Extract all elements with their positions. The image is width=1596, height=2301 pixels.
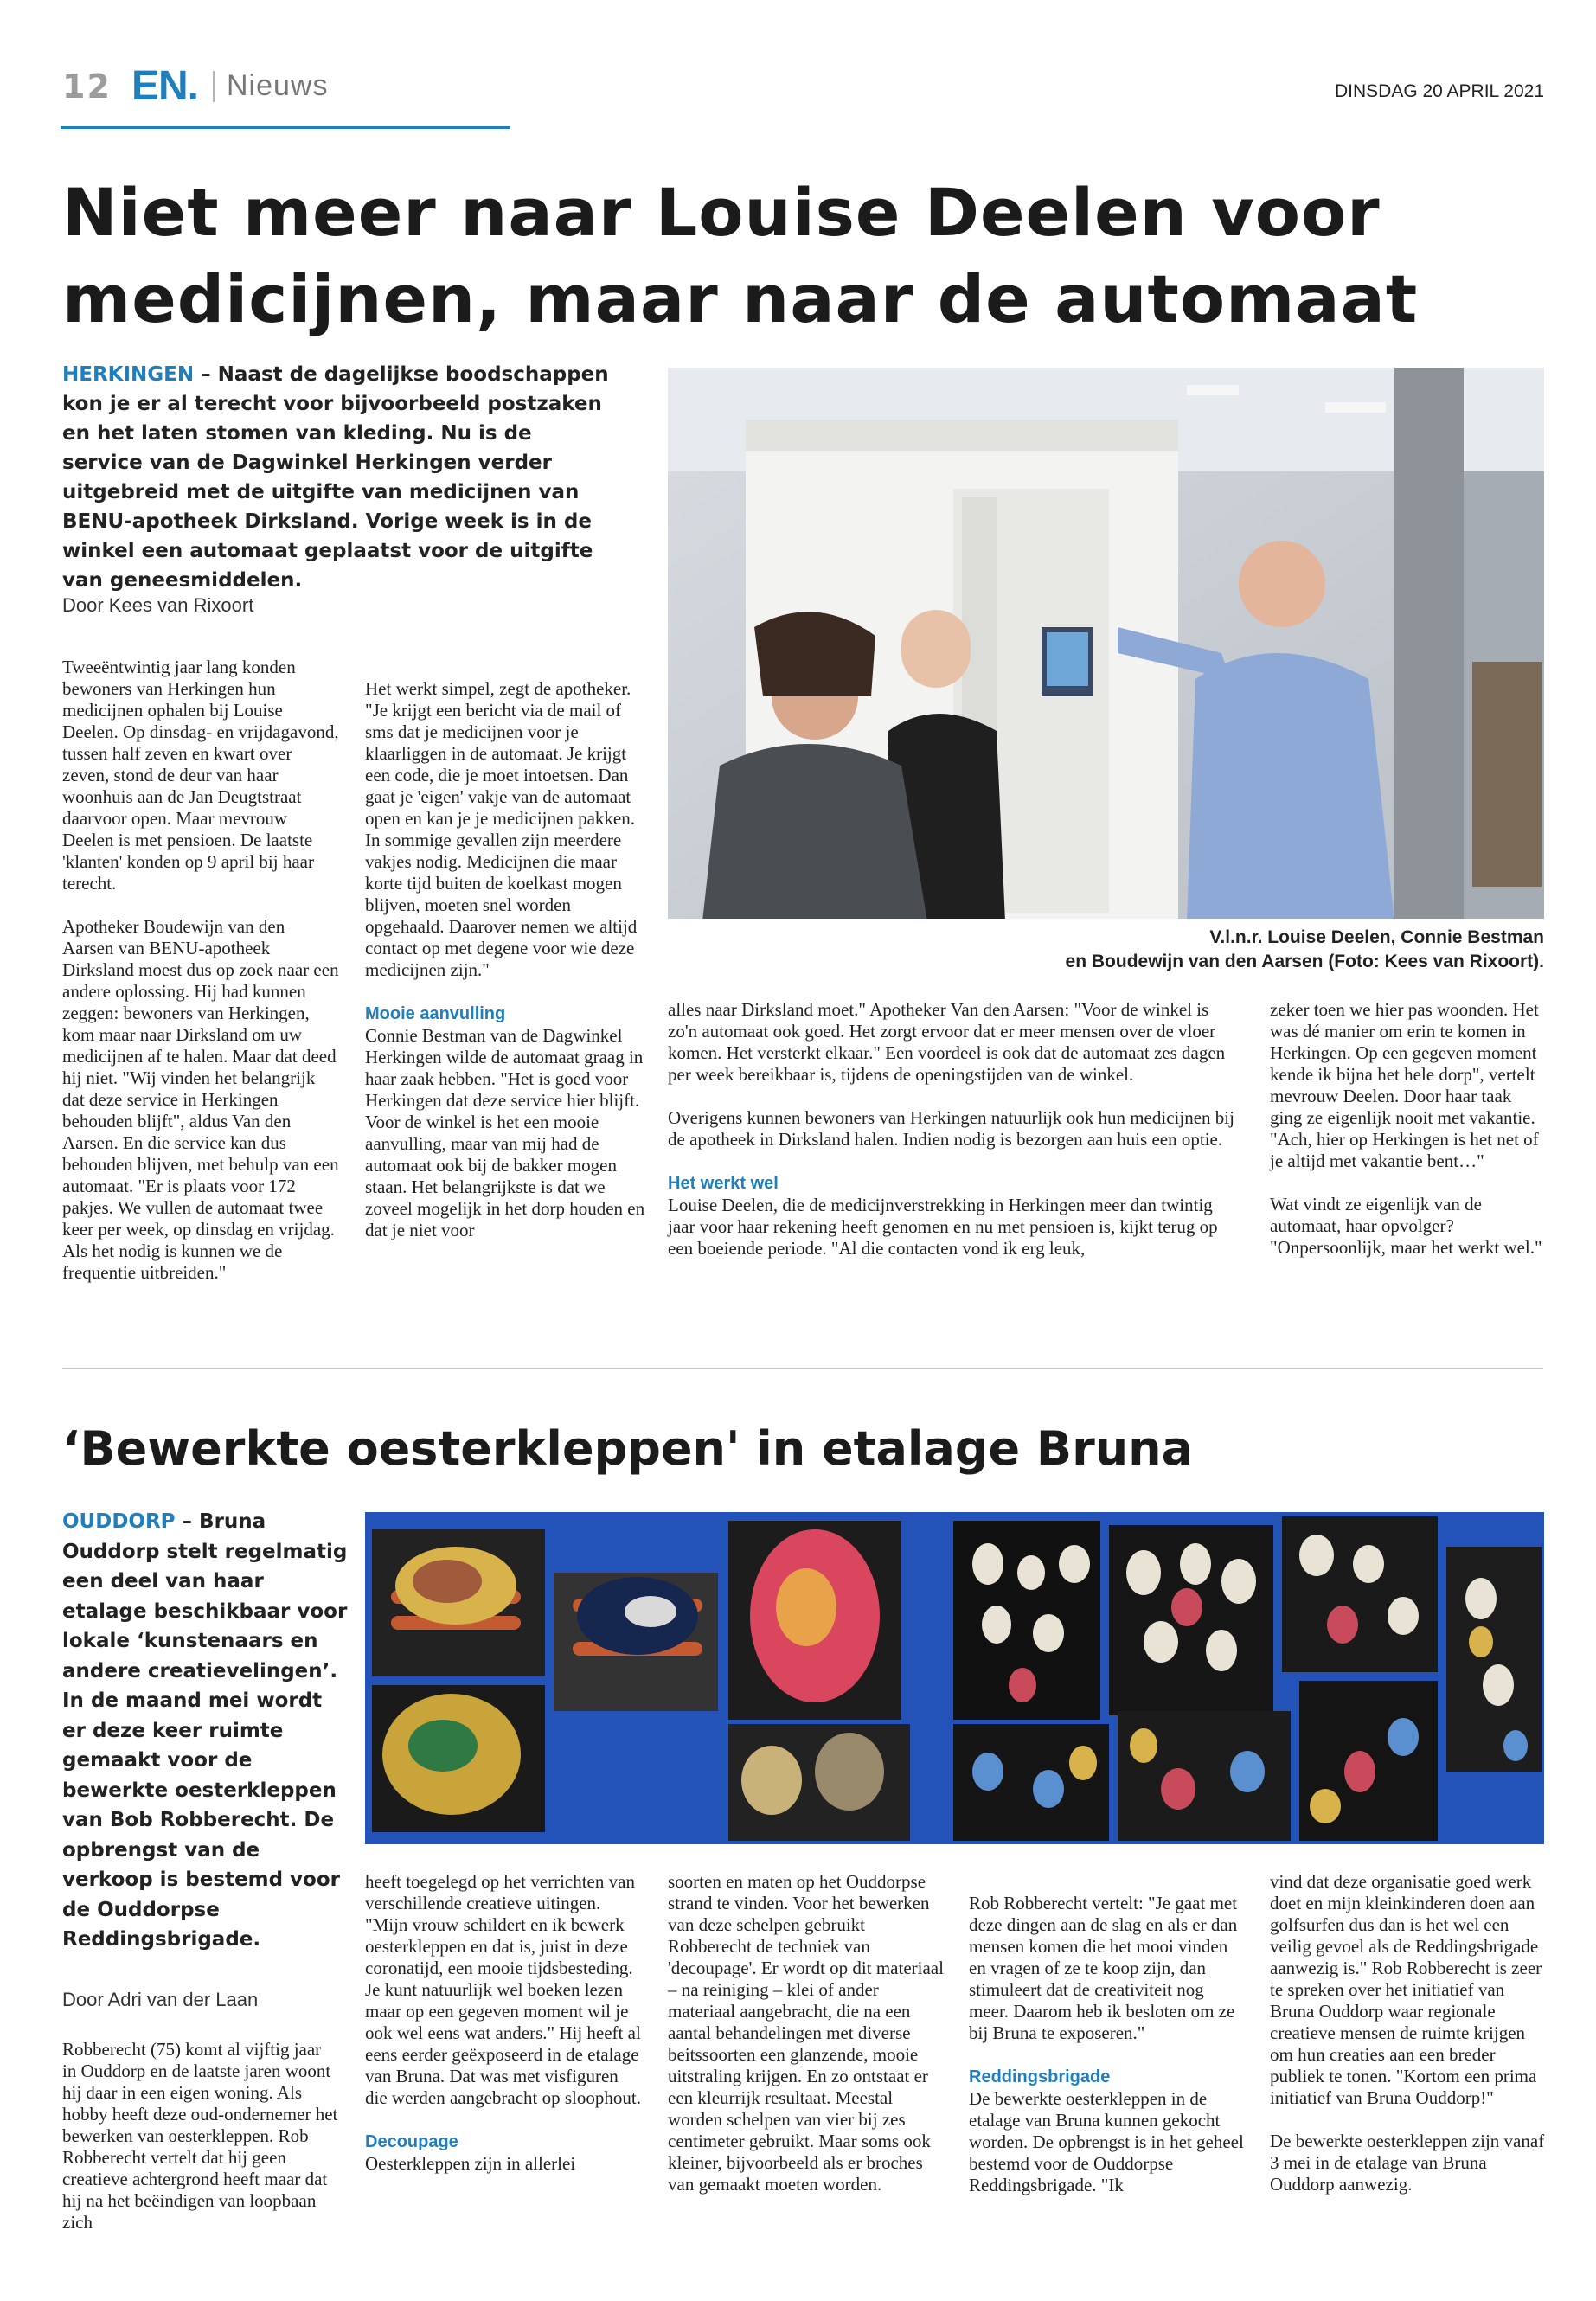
article2-col3-paragraph: soorten en maten op het Ouddorpse strand te vinden. Voor het bewerken van deze schelpen gebruikt Robberecht de techniek van 'decoupage'. Er wordt op dit materiaal – na reiniging – klei of ander materiaal aangebracht, die na een aantal behandelingen met diverse beitssoorten een glanzende, mooie uitstraling krijgen. En zo ontstaat er een kleurrijk resultaat. Meestal worden schelpen van vier bij zes centimeter gebruikt. Maar soms ook kleiner, bijvoorbeeld als er broches van gemaakt moeten worden. [668, 1871, 944, 2195]
article1-column-2 [365, 678, 645, 1241]
article1-col2-paragraph: Het werkt simpel, zegt de apotheker. "Je krijgt een bericht via de mail of sms dat je medicijnen voor je klaarliggen in de automaat. Je krijgt een code, die je moet intoetsen. Dan gaat je 'eigen' vakje van de automaat open en kan je je medicijnen pakken. In sommige gevallen zijn meerdere vakjes nodig. Medicijnen die maar korte tijd buiten de koelkast mogen blijven, moeten snel worden opgehaald. Daarover nemen we altijd contact op met degene voor wie deze medicijnen zijn." [365, 678, 638, 980]
article1-col1-paragraph: Apotheker Boudewijn van den Aarsen van BENU-apotheek Dirksland moest dus op zoek naar een andere oplossing. Hij had kunnen zeggen: bewoners van Herkingen, kom maar naar Dirksland om uw medicijnen af te halen. Maar dat deed hij niet. "Wij vinden het belangrijk dat deze service in Herkingen behouden blijft", aldus Van den Aarsen. En die service kan dus behouden blijven, met behulp van een automaat. "Er is plaats voor 172 pakjes. We vullen de automaat twee keer per week, op dinsdag en vrijdag. Als het nodig is kunnen we de frequentie uitbreiden." [62, 916, 339, 1283]
article1-lead-text: – Naast de dagelijkse boodschappen kon je er al terecht voor bijvoorbeeld postzaken en het laten stomen van kleding. Nu is de service van de Dagwinkel Herkingen verder uitgebreid met de uitgifte van medicijnen van BENU-apotheek Dirksland. Vorige week is in de winkel een automaat geplaatst voor de uitgifte van geneesmiddelen. [62, 363, 609, 592]
article2-col5-paragraph: De bewerkte oesterkleppen zijn vanaf 3 mei in de etalage van Bruna Ouddorp aanwezig. [1270, 2131, 1545, 2195]
article2-lead [62, 1507, 348, 1955]
article2-subheading-decoupage: Decoupage [365, 2132, 458, 2151]
article1-subheading-het-werkt-wel: Het werkt wel [668, 1174, 779, 1193]
article1-subheading-mooie-aanvulling: Mooie aanvulling [365, 1004, 506, 1023]
article1-caption [668, 926, 1544, 974]
article1-column-1 [62, 657, 339, 1284]
article1-headline-line1: Niet meer naar Louise Deelen voor [62, 174, 1381, 251]
article1-headline [62, 170, 1550, 343]
article1-col3-paragraph: Louise Deelen, die de medicijnverstrekking in Herkingen meer dan twintig jaar voor haar rekening heeft genomen en nu met pensioen is, kijkt terug op een boeiende periode. "Al die contacten vond ik erg leuk, [668, 1195, 1218, 1259]
newspaper-logo[interactable]: EN. [131, 63, 199, 109]
article2-col2-paragraph: Oesterkleppen zijn in allerlei [365, 2153, 576, 2174]
issue-date: DINSDAG 20 APRIL 2021 [1334, 81, 1544, 101]
article2-col2-paragraph: heeft toegelegd op het verrichten van verschillende creatieve uitingen. "Mijn vrouw schildert en ik bewerk oesterkleppen en dat is, juist in deze coronatijd, een mooie tijdsbesteding. Je kunt natuurlijk wel boeken lezen maar op een gegeven moment wil je ook wel eens wat anders." Hij heeft al eens eerder geëxposeerd in de etalage van Bruna. Dat was met visfiguren die werden aangebracht op sloophout. [365, 1871, 641, 2108]
article2-photo[interactable] [365, 1512, 1544, 1844]
article2-headline: ‘Bewerkte oesterkleppen' in etalage Bruna [62, 1421, 1194, 1476]
article2-column-3 [668, 1871, 946, 2195]
article1-col3-paragraph: Overigens kunnen bewoners van Herkingen natuurlijk ook hun medicijnen bij de apotheek in Dirksland halen. Indien nodig is bezorgen aan huis een optie. [668, 1107, 1234, 1150]
article2-subheading-reddingsbrigade: Reddingsbrigade [969, 2067, 1111, 2086]
article1-photo[interactable] [668, 368, 1544, 919]
section-label[interactable]: Nieuws [227, 69, 329, 102]
photo-automaat-scene [668, 368, 1544, 919]
article-divider [62, 1368, 1543, 1369]
article1-col1-paragraph: Tweeëntwintig jaar lang konden bewoners van Herkingen hun medicijnen ophalen bij Louise Deelen. Op dinsdag- en vrijdagavond, tussen half zeven en kwart over zeven, stond de deur van haar woonhuis aan de Jan Deugtstraat daarvoor open. Maar mevrouw Deelen is met pensioen. De laatste 'klanten' konden op 9 april bij haar terecht. [62, 657, 339, 894]
article2-col4-paragraph: De bewerkte oesterkleppen in de etalage van Bruna kunnen gekocht worden. De opbrengst is in het geheel bestemd voor de Ouddorpse Reddingsbrigade. "Ik [969, 2088, 1244, 2195]
article2-col1-paragraph: Robberecht (75) komt al vijftig jaar in Ouddorp en de laatste jaren woont hij daar in een eigen woning. Als hobby heeft deze oud-ondernemer het bewerken van oesterkleppen. Rob Robberecht vertelt dat hij geen creatieve achtergrond heeft maar dat hij na het beëindigen van loopbaan zich [62, 2039, 338, 2233]
header-rule [61, 126, 510, 129]
article1-byline: Door Kees van Rixoort [62, 594, 254, 616]
article1-col3-paragraph: alles naar Dirksland moet." Apotheker Van den Aarsen: "Voor de winkel is zo'n automaat ook goed. Het zorgt ervoor dat er meer mensen over de vloer komen. Het versterkt elkaar." Een voordeel is ook dat de automaat zes dagen per week bereikbaar is, tijdens de openingstijden van de winkel. [668, 999, 1226, 1085]
article2-col5-paragraph: vind dat deze organisatie goed werk doet en mijn kleinkinderen doen aan golfsurfen dus dan is het wel een veilig gevoel als de Reddingsbrigade aanwezig is." Rob Robberecht is zeer te spreken over het initiatief van Bruna Ouddorp waar regionale creatieve mensen de ruimte krijgen om hun creaties aan een breder publiek te tonen. "Kortom een prima initiatief van Bruna Ouddorp!" [1270, 1871, 1542, 2108]
article2-byline: Door Adri van der Laan [62, 1989, 259, 2010]
article2-col4-paragraph: Rob Robberecht vertelt: "Je gaat met deze dingen aan de slag en als er dan mensen komen die het mooi vinden en vragen of ze te koop zijn, dan stimuleert dat de creativiteit nog meer. Daarom heb ik besloten om ze bij Bruna te exposeren." [969, 1893, 1238, 2043]
article2-lead-text: – Bruna Ouddorp stelt regelmatig een deel van haar etalage beschikbaar voor lokale ‘kunstenaars en andere creatievelingen’. In de maand mei wordt er deze keer ruimte gemaakt voor de bewerkte oesterkleppen van Bob Robberecht. De opbrengst van de verkoop is bestemd voor de Ouddorpse Reddingsbrigade. [62, 1510, 348, 1951]
article2-column-5 [1270, 1871, 1545, 2195]
header-separator [213, 71, 215, 102]
article1-lead-place: HERKINGEN [62, 363, 195, 386]
page-number: 12 [62, 67, 112, 106]
article2-column-1 [62, 2039, 339, 2234]
article1-lead [62, 360, 612, 595]
article2-column-4 [969, 1893, 1247, 2196]
article1-column-4 [1270, 999, 1545, 1259]
article1-column-3 [668, 999, 1235, 1259]
photo-oesterkleppen-display [365, 1512, 1544, 1844]
article1-col4-paragraph: zeker toen we hier pas woonden. Het was dé manier om erin te komen in Herkingen. Op een gegeven moment kende ik bijna het hele dorp", vertelt mevrouw Deelen. Door haar taak ging ze eigenlijk nooit met vakantie. "Ach, hier op Herkingen is het net of je altijd met vakantie bent…" [1270, 999, 1539, 1171]
article2-column-2 [365, 1871, 644, 2175]
article1-caption-line1: V.l.n.r. Louise Deelen, Connie Bestman [1209, 927, 1544, 947]
article2-lead-place: OUDDORP [62, 1510, 176, 1533]
article1-caption-line2: en Boudewijn van den Aarsen (Foto: Kees van Rixoort). [1065, 952, 1544, 971]
article1-headline-line2: medicijnen, maar naar de automaat [62, 260, 1419, 337]
article1-col2-paragraph: Connie Bestman van de Dagwinkel Herkingen wilde de automaat graag in haar zaak hebben. "Het is goed voor Herkingen dat deze service hier blijft. Voor de winkel is het een mooie aanvulling, maar van mij had de automaat ook bij de bakker mogen staan. Het belangrijkste is dat we zoveel mogelijk in het dorp houden en dat je niet voor [365, 1025, 645, 1240]
article1-col4-paragraph: Wat vindt ze eigenlijk van de automaat, haar opvolger? "Onpersoonlijk, maar het werkt wel." [1270, 1194, 1542, 1258]
